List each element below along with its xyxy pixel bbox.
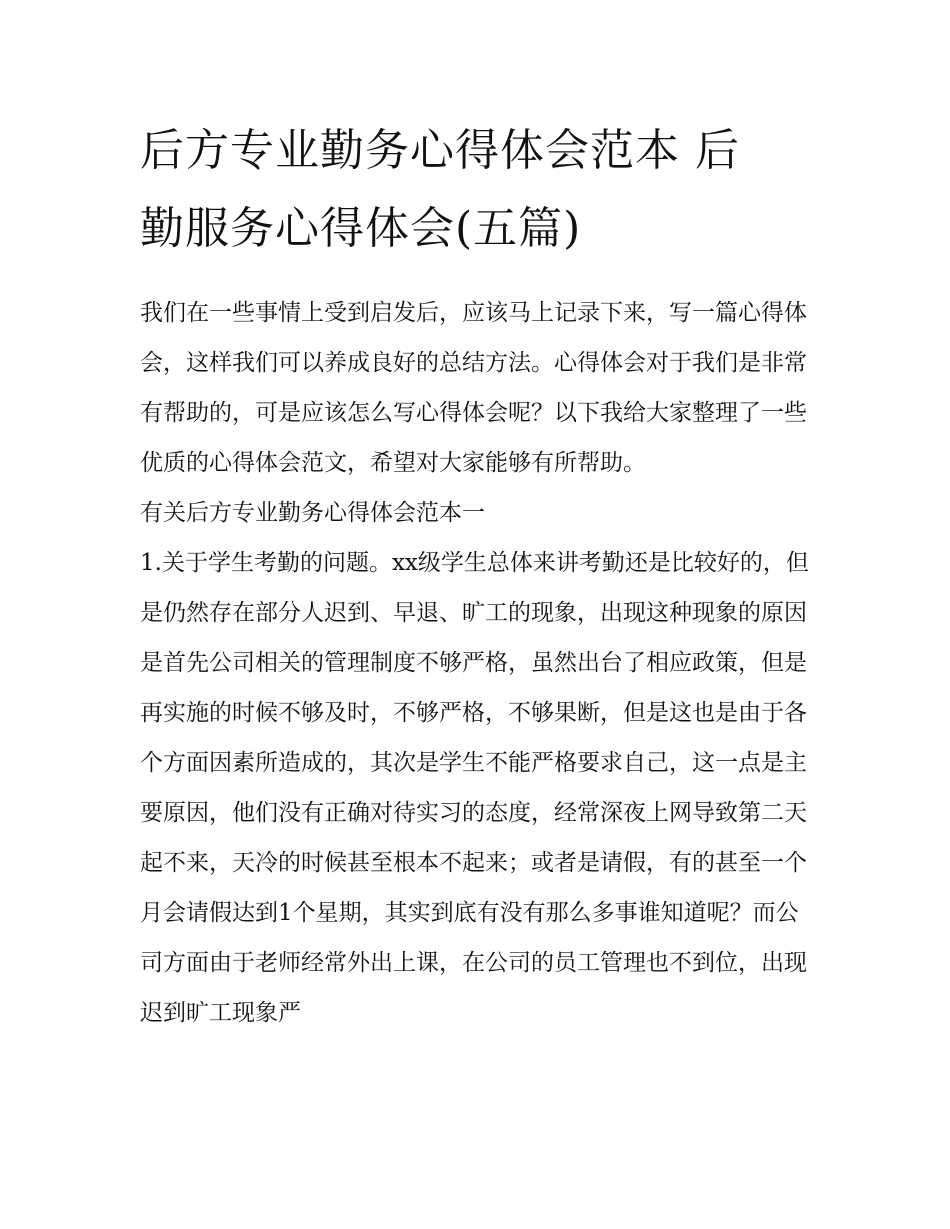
section-heading: 有关后方专业勤务心得体会范本一 (140, 500, 485, 526)
document-title: 后方专业勤务心得体会范本 后 勤服务心得体会(五篇) (140, 125, 740, 254)
body-paragraph: 1.关于学生考勤的问题。xx级学生总体来讲考勤还是比较好的，但是仍然存在部分人迟到、早退、旷工的现象，出现这种现象的原因是首先公司相关的管理制度不够严格，虽然出台了相应政策，但是再实施的时候不够及时，不够严格，不够果断，但是这也是由于各个方面因素所造成的，其次是学生不能严格要求自己，这一点是主要原因，他们没有正确对待实习的态度，经常深夜上网导致第二天起不来，天冷的时候甚至根本不起来；或者是请假，有的甚至一个月会请假达到1个星期，其实到底有没有那么多事谁知道呢？而公司方面由于老师经常外出上课，在公司的员工管理也不到位，出现迟到旷工现象严 (140, 550, 809, 1026)
intro-paragraph: 我们在一些事情上受到启发后，应该马上记录下来，写一篇心得体会，这样我们可以养成良好的总结方法。心得体会对于我们是非常有帮助的，可是应该怎么写心得体会呢？以下我给大家整理了一些优质的心得体会范文，希望对大家能够有所帮助。 (140, 300, 807, 476)
document-page (140, 112, 812, 1038)
